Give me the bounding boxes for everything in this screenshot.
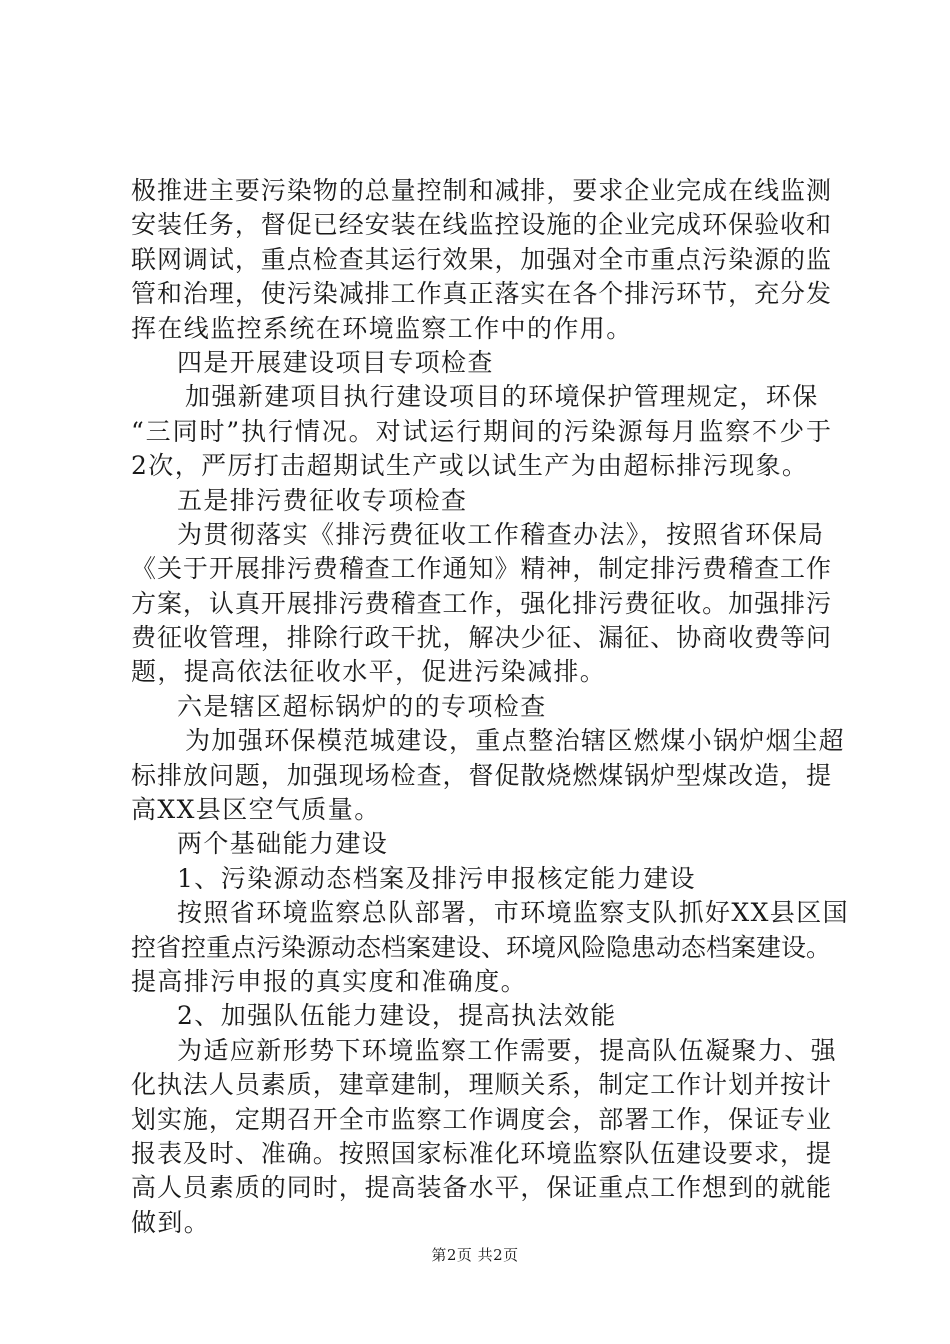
text-line: 挥在线监控系统在环境监察工作中的作用。 (131, 313, 633, 343)
text-line: 控省控重点污染源动态档案建设、环境风险隐患动态档案建设。 (131, 932, 832, 962)
page-number: 第2页 共2页 (431, 1246, 519, 1264)
text-line: 加强新建项目执行建设项目的环境保护管理规定，环保 (185, 382, 819, 412)
text-line: 报表及时、准确。按照国家标准化环境监察队伍建设要求，提 (131, 1138, 831, 1168)
text-line: 高XX县区空气质量。 (131, 795, 381, 825)
section-heading: 四是开展建设项目专项检查 (177, 347, 494, 377)
text-line: 《关于开展排污费稽查工作通知》精神，制定排污费稽查工作 (131, 554, 831, 584)
section-heading: 两个基础能力建设 (177, 829, 389, 859)
text-line: “三同时”执行情况。对试运行期间的污染源每月监察不少于 (131, 416, 831, 446)
text-line: 高人员素质的同时，提高装备水平，保证重点工作想到的就能 (131, 1173, 831, 1203)
text-line: 为适应新形势下环境监察工作需要，提高队伍凝聚力、强 (177, 1035, 838, 1065)
subsection-heading: 1、污染源动态档案及排污申报核定能力建设 (177, 863, 696, 893)
text-line: 为贯彻落实《排污费征收工作稽查办法》，按照省环保局 (177, 519, 825, 549)
text-line: 按照省环境监察总队部署，市环境监察支队抓好XX县区国 (177, 898, 849, 928)
text-line: 化执法人员素质，建章建制，理顺关系，制定工作计划并按计 (131, 1070, 831, 1100)
text-line: 题，提高依法征收水平，促进污染减排。 (131, 657, 607, 687)
document-body (131, 174, 849, 1240)
text-line: 提高排污申报的真实度和准确度。 (131, 966, 528, 996)
text-line: 为加强环保模范城建设，重点整治辖区燃煤小锅炉烟尘超 (185, 726, 846, 756)
text-line: 做到。 (131, 1207, 211, 1237)
text-line: 联网调试，重点检查其运行效果，加强对全市重点污染源的监 (131, 244, 831, 274)
subsection-heading: 2、加强队伍能力建设，提高执法效能 (177, 1001, 617, 1031)
text-line: 方案，认真开展排污费稽查工作，强化排污费征收。加强排污 (131, 588, 831, 618)
text-line: 管和治理，使污染减排工作真正落实在各个排污环节，充分发 (131, 279, 831, 309)
section-heading: 六是辖区超标锅炉的的专项检查 (177, 691, 547, 721)
text-line: 极推进主要污染物的总量控制和减排，要求企业完成在线监测 (131, 176, 831, 205)
section-heading: 五是排污费征收专项检查 (177, 485, 468, 515)
text-line: 费征收管理，排除行政干扰，解决少征、漏征、协商收费等问 (131, 623, 831, 653)
text-line: 安装任务，督促已经安装在线监控设施的企业完成环保验收和 (131, 210, 831, 240)
text-line: 标排放问题，加强现场检查，督促散烧燃煤锅炉型煤改造，提 (131, 760, 831, 790)
text-line: 划实施，定期召开全市监察工作调度会，部署工作，保证专业 (131, 1104, 831, 1134)
text-line: 2次，严厉打击超期试生产或以试生产为由超标排污现象。 (131, 451, 809, 481)
